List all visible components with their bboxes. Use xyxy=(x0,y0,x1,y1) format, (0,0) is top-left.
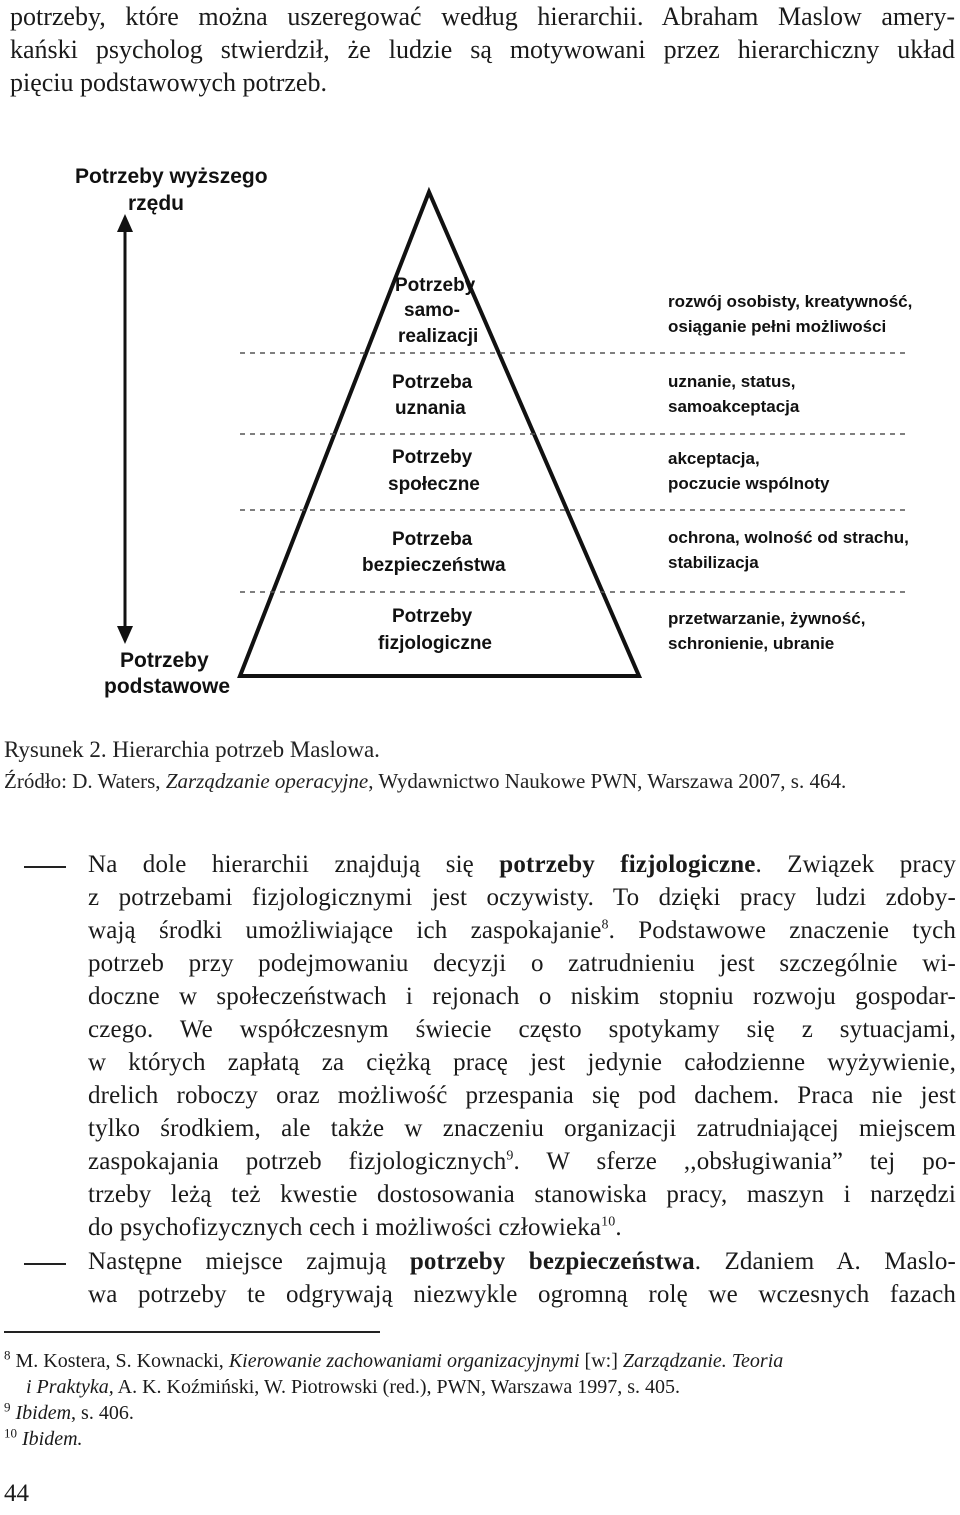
level-description: uznanie, status, xyxy=(668,372,796,391)
list-dash xyxy=(24,866,66,868)
level-name: Potrzeby xyxy=(392,447,473,468)
footnote-ref[interactable]: 9 xyxy=(506,1148,514,1164)
pyramid-triangle xyxy=(240,192,639,676)
paragraph-physiological-needs xyxy=(88,848,956,1244)
level-name: bezpieczeństwa xyxy=(362,555,506,576)
level-description: akceptacja, xyxy=(668,449,760,468)
level-name: społeczne xyxy=(388,474,480,495)
bold-term: potrzeby fizjologiczne xyxy=(499,851,756,878)
level-name: Potrzeby xyxy=(392,606,473,627)
level-description: przetwarzanie, żywność, xyxy=(668,609,866,628)
footnote-8: $^8$ M. Kostera, S. Kownacki, Kierowanie zachowaniami organizacyjnymi [w:] Zarządzanie. Teoria xyxy=(4,1347,784,1372)
basic-needs-label: Potrzeby xyxy=(120,649,209,672)
footnote-ref[interactable]: 8 xyxy=(601,917,609,933)
level-description: stabilizacja xyxy=(668,553,759,572)
footnote-9: $^9$ Ibidem, s. 406. xyxy=(4,1399,134,1424)
level-description: osiąganie pełni możliwości xyxy=(668,317,887,336)
paragraph-line: doczne w społeczeństwach i rejonach o niskim stopniu rozwoju gospodar- xyxy=(88,983,956,1010)
level-separators xyxy=(240,353,910,592)
footnote-8-cont: i Praktyka, A. K. Koźmiński, W. Piotrowski (red.), PWN, Warszawa 1997, s. 405. xyxy=(26,1376,681,1398)
paragraph-line: wają środki umożliwiające ich zaspokajanie$^8$. Podstawowe znaczenie tych xyxy=(88,917,956,944)
intro-text xyxy=(10,0,955,99)
source-prefix: Źródło: D. Waters, xyxy=(4,769,166,793)
paragraph-line: z potrzebami fizjologicznymi jest oczywisty. To dzięki pracy ludzi zdoby- xyxy=(88,884,956,911)
paragraph-line: czego. We współczesnym świecie często spotykamy się z sytuacjami, xyxy=(88,1016,956,1043)
footnote-separator xyxy=(4,1331,380,1333)
figure-source xyxy=(4,767,846,795)
intro-line: kański psycholog stwierdził, że ludzie są motywowani przez hierarchiczny układ xyxy=(10,35,955,64)
paragraph-line: potrzeb przy podejmowaniu decyzji o zatrudnieniu jest szczególnie wi- xyxy=(88,950,956,977)
level-description: ochrona, wolność od strachu, xyxy=(668,528,909,547)
bold-term: potrzeby bezpieczeństwa xyxy=(409,1248,695,1275)
basic-needs-label: podstawowe xyxy=(104,675,231,698)
paragraph-line: Następne miejsce zajmują potrzeby bezpieczeństwa. Zdaniem A. Maslo- xyxy=(88,1248,956,1275)
footnote-ref[interactable]: 10 xyxy=(601,1214,616,1230)
paragraph-line: do psychofizycznych cech i możliwości człowieka$^{10}$. xyxy=(88,1214,622,1241)
paragraph-line: drelich roboczy oraz możliwość przespania się pod dachem. Praca nie jest xyxy=(88,1082,956,1109)
intro-line: potrzeby, które można uszeregować według hierarchii. Abraham Maslow amery- xyxy=(10,2,955,31)
higher-needs-label: Potrzeby wyższego xyxy=(75,165,268,188)
level-name: Potrzeba xyxy=(392,372,473,393)
level-name: realizacji xyxy=(398,326,479,347)
footnote-10: $^{10}$ Ibidem. xyxy=(4,1425,83,1450)
source-title: Zarządzanie operacyjne xyxy=(165,769,369,793)
level-name: Potrzeba xyxy=(392,529,473,550)
list-dash xyxy=(24,1263,66,1265)
paragraph-line: wa potrzeby te odgrywają niezwykle ogromną rolę we wczesnych fazach xyxy=(88,1281,956,1308)
paragraph-line: trzeby leżą też kwestie dostosowania stanowiska pracy, maszyn i narzędzi xyxy=(88,1181,956,1208)
page-number: 44 xyxy=(4,1480,29,1507)
maslow-pyramid-figure xyxy=(0,150,960,710)
level-name: uznania xyxy=(395,398,466,419)
level-name: samo- xyxy=(404,300,460,321)
hierarchy-arrow xyxy=(117,214,133,644)
level-description: samoakceptacja xyxy=(668,397,800,416)
footnotes xyxy=(4,1348,956,1452)
level-description: schronienie, ubranie xyxy=(668,634,835,653)
paragraph-line: tylko środkiem, ale także w znaczeniu organizacji zatrudniającej miejscem xyxy=(88,1115,956,1142)
level-name: Potrzeby xyxy=(395,275,476,296)
paragraph-safety-needs xyxy=(88,1245,956,1311)
level-name: fizjologiczne xyxy=(378,633,492,654)
paragraph-line: Na dole hierarchii znajdują się potrzeby fizjologiczne. Związek pracy xyxy=(88,851,956,878)
higher-needs-label: rzędu xyxy=(128,192,185,215)
intro-line: pięciu podstawowych potrzeb. xyxy=(10,68,327,97)
figure-caption: Rysunek 2. Hierarchia potrzeb Maslowa. xyxy=(4,737,380,762)
level-description: poczucie wspólnoty xyxy=(668,474,830,493)
paragraph-line: zaspokajania potrzeb fizjologicznych$^9$. W sferze ,,obsługiwania” tej po- xyxy=(88,1148,956,1175)
paragraph-line: w których zapłatą za ciężką pracę jest jedynie całodzienne wyżywienie, xyxy=(88,1049,956,1076)
level-description: rozwój osobisty, kreatywność, xyxy=(668,292,913,311)
source-suffix: , Wydawnictwo Naukowe PWN, Warszawa 2007, s. 464. xyxy=(368,769,847,793)
